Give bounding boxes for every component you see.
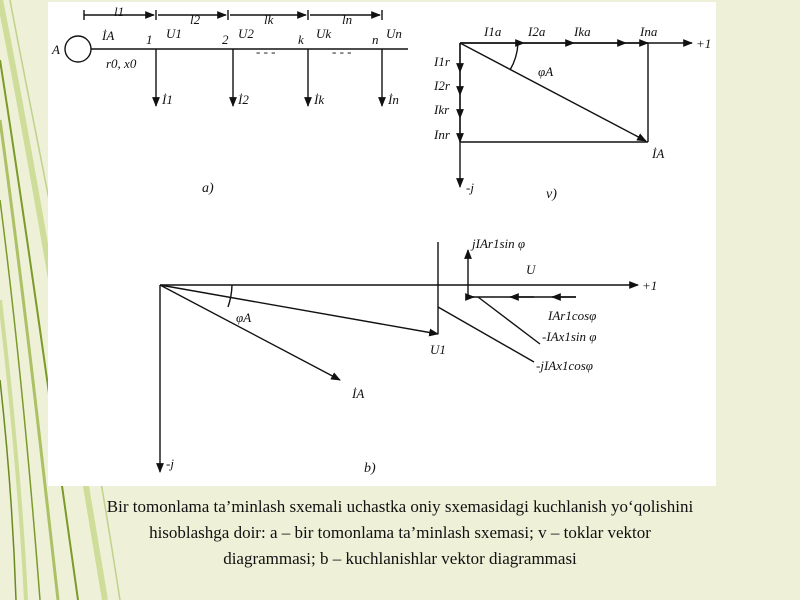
b-axis-neg-label: -j [166,456,174,471]
term-top: jIAr1sin φ [472,236,526,251]
active-label-2: I2a [528,24,546,39]
active-label-k: Ika [574,24,591,39]
caption-line-2: hisoblashga doir: a – bir tomonlama ta’minlash sxemasi; v – toklar vektor [149,523,651,542]
panel-a-labels [51,4,402,196]
load-current-1: İ1 [162,92,173,107]
node-number-n: n [372,32,379,47]
load-current-n: İn [388,92,399,107]
dashes-1: - - - [256,44,276,59]
caption-line-3: diagrammasi; b – kuchlanishlar vektor diagrammasi [223,549,577,568]
source-current-label: İA [102,28,115,43]
b-angle-arc [228,285,232,307]
node-voltage-n: Un [386,26,402,41]
v-axis-pos-label: +1 [696,36,712,51]
load-current-2: İ2 [238,92,249,107]
panel-b-caption: b) [364,461,376,476]
panel-b-labels [166,236,657,476]
node-number-2: 2 [222,32,229,47]
u-label: U [526,262,536,277]
panel-b-diagram [160,242,638,472]
ia-label: İA [352,386,365,401]
u1-vector [160,285,438,334]
caption-line-1: Bir tomonlama ta’minlash sxemali uchastka oniy sxemasidagi kuchlanish yo‘qolishini [106,497,694,516]
u1-label: U1 [430,342,446,357]
segment-label-1: l1 [114,4,125,19]
node-number-k: k [298,32,304,47]
source-circle [65,36,91,62]
slant-1 [478,297,540,344]
active-label-n: Ina [640,24,658,39]
node-voltage-1: U1 [166,26,182,41]
panel-a-caption: a) [202,181,214,196]
node-voltage-k: Uk [316,26,332,41]
figure-image [48,2,716,486]
dashes-2: - - - [332,44,352,59]
reactive-label-k: Ikr [434,102,450,117]
node-number-1: 1 [146,32,153,47]
ia-vector [160,285,340,380]
v-ia-vector [460,43,646,141]
reactive-label-1: I1r [434,54,450,69]
slant-2 [438,307,534,362]
b-angle-label: φA [236,310,252,325]
segment-label-n: ln [342,12,353,27]
term-1: IAr1cosφ [548,308,597,323]
load-current-k: İk [314,92,325,107]
figure-caption [40,494,760,572]
reactive-label-n: Inr [434,127,450,142]
active-label-1: I1a [484,24,502,39]
b-axis-pos-label: +1 [642,278,658,293]
segment-label-k: lk [264,12,274,27]
v-total-current: İA [652,146,665,161]
v-axis-neg-label: -j [466,180,474,195]
v-angle-arc [510,43,518,70]
term-3: -jIAx1cosφ [536,358,594,373]
panel-v-diagram [460,43,692,187]
panel-v-caption: v) [546,187,557,202]
node-voltage-2: U2 [238,26,254,41]
segment-label-2: l2 [190,12,201,27]
line-params-label: r0, x0 [106,56,137,71]
term-2: -IAx1sin φ [542,329,597,344]
reactive-label-2: I2r [434,78,450,93]
v-angle-label: φA [538,64,554,79]
source-label: A [52,42,60,57]
